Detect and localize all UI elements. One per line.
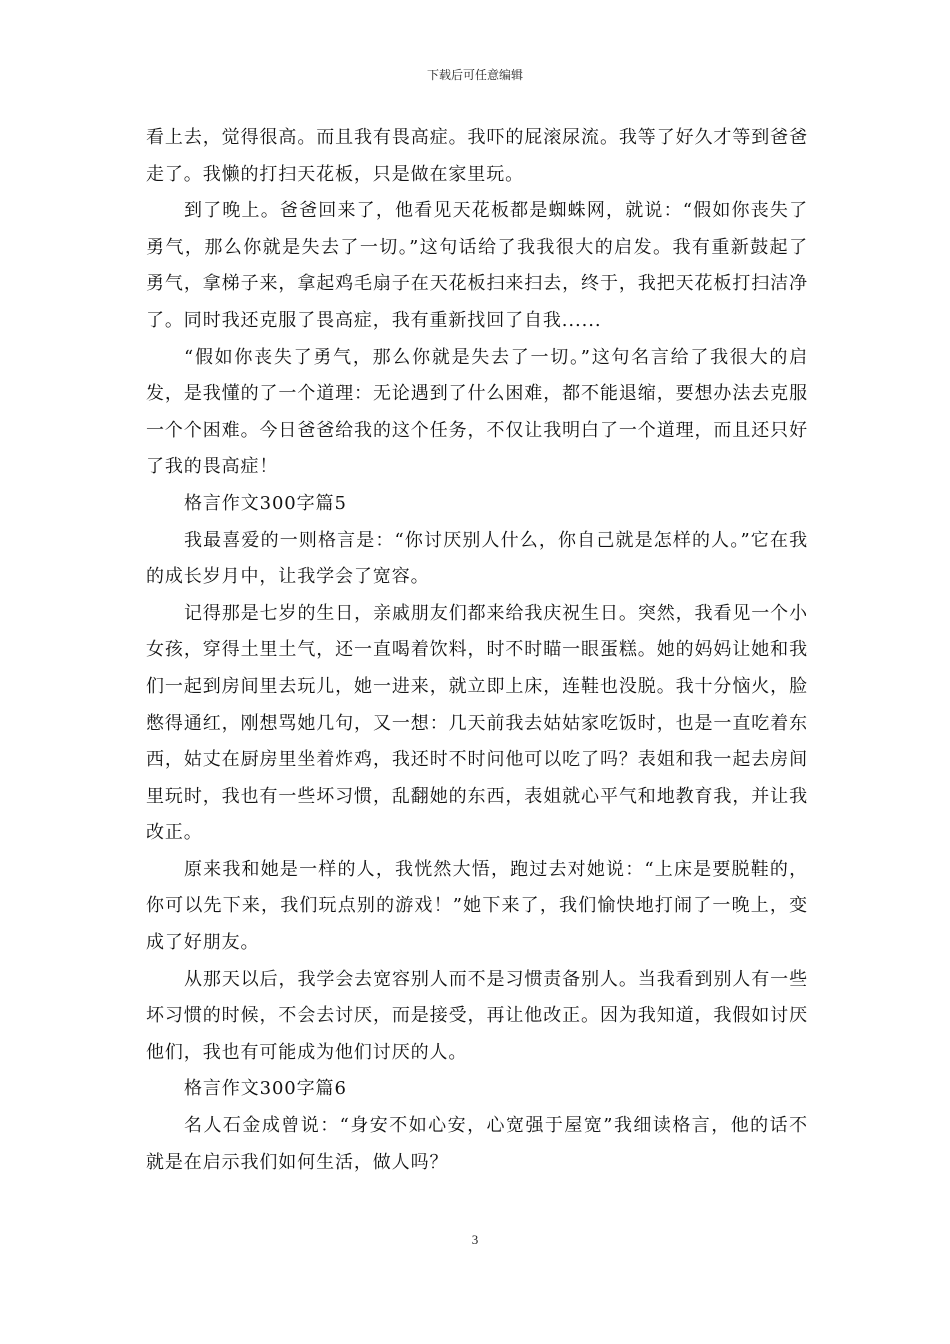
section-heading-6: 格言作文300字篇6	[184, 1078, 347, 1100]
paragraph-1: 看上去，觉得很高。而且我有畏高症。我吓的屁滚尿流。我等了好久才等到爸爸走了。我懒的打扫天花板，只是做在家里玩。	[146, 127, 808, 185]
document-body	[146, 120, 808, 1181]
paragraph-8: 从那天以后，我学会去宽容别人而不是习惯责备别人。当我看到别人有一些坏习惯的时候，不会去讨厌，而是接受，再让他改正。因为我知道，我假如讨厌他们，我也有可能成为他们讨厌的人。	[146, 968, 808, 1063]
paragraph-6: 记得那是七岁的生日，亲戚朋友们都来给我庆祝生日。突然，我看见一个小女孩，穿得土里土气，还一直喝着饮料，时不时瞄一眼蛋糕。她的妈妈让她和我们一起到房间里去玩儿，她一进来，就立即上床，连鞋也没脱。我十分恼火，脸憋得通红，刚想骂她几句，又一想：几天前我去姑姑家吃饭时，也是一直吃着东西，姑丈在厨房里坐着炸鸡，我还时不时问他可以吃了吗？表姐和我一起去房间里玩时，我也有一些坏习惯，乱翻她的东西，表姐就心平气和地教育我，并让我改正。	[146, 602, 808, 844]
paragraph-10: 名人石金成曾说：“身安不如心安，心宽强于屋宽”我细读格言，他的话不就是在启示我们如何生活，做人吗？	[146, 1115, 808, 1173]
paragraph-7: 原来我和她是一样的人，我恍然大悟，跑过去对她说：“上床是要脱鞋的，你可以先下来，我们玩点别的游戏！”她下来了，我们愉快地打闹了一晚上，变成了好朋友。	[146, 858, 808, 954]
section-heading-5: 格言作文300字篇5	[184, 492, 347, 514]
page-header: 下载后可任意编辑	[426, 68, 523, 82]
paragraph-3: “假如你丧失了勇气，那么你就是失去了一切。”这句名言给了我很大的启发，是我懂的了一个道理：无论遇到了什么困难，都不能退缩，要想办法去克服一个个困难。今日爸爸给我的这个任务，不仅让我明白了一个道理，而且还只好了我的畏高症！	[146, 346, 808, 478]
page-number: 3	[471, 1232, 479, 1247]
paragraph-2: 到了晚上。爸爸回来了，他看见天花板都是蜘蛛网，就说：“假如你丧失了勇气，那么你就是失去了一切。”这句话给了我我很大的启发。我有重新鼓起了勇气，拿梯子来，拿起鸡毛扇子在天花板扫来扫去，终于，我把天花板打扫洁净了。同时我还克服了畏高症，我有重新找回了自我......	[146, 200, 808, 331]
paragraph-5: 我最喜爱的一则格言是：“你讨厌别人什么，你自己就是怎样的人。”它在我的成长岁月中，让我学会了宽容。	[146, 529, 808, 588]
